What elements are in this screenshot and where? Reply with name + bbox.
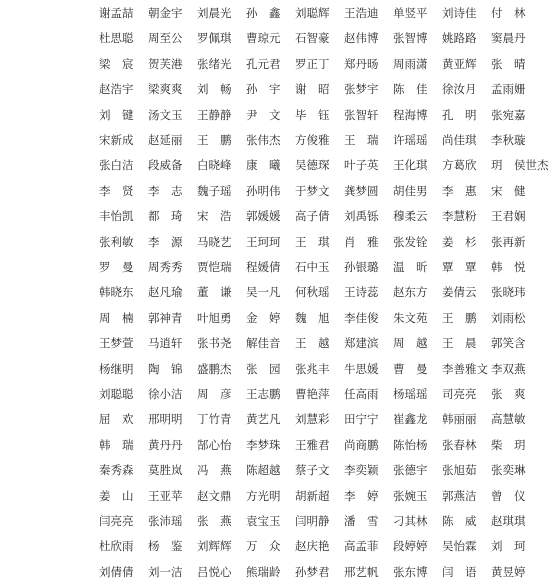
student-name: 黄昱婷 [491, 564, 526, 579]
student-name: 张利敏 [99, 234, 134, 249]
student-name: 孙 鑫 [246, 6, 281, 20]
student-name: 单竖平 [393, 6, 428, 20]
name-row [0, 559, 550, 585]
student-name: 吴德琛 [295, 158, 330, 173]
student-name: 刘一洁 [148, 564, 183, 579]
student-name: 柴 玥 [491, 437, 526, 452]
student-name: 都 琦 [148, 209, 183, 224]
student-name: 曹艳萍 [295, 387, 330, 401]
student-name: 李 惠 [442, 183, 477, 198]
student-name: 韩 瑞 [99, 437, 134, 452]
student-name: 叶子英 [344, 158, 379, 173]
student-name: 康 曦 [246, 158, 281, 173]
student-name: 姜 山 [99, 488, 134, 503]
student-name: 金 婷 [246, 310, 281, 325]
student-name: 张 燕 [197, 514, 232, 528]
student-name: 孔元君 [246, 56, 281, 71]
name-row [0, 76, 550, 102]
student-name: 宋 浩 [197, 209, 232, 224]
student-name: 孙银璐 [344, 260, 379, 274]
student-name: 尚佳琪 [442, 133, 477, 147]
student-name: 郜心怡 [197, 437, 232, 452]
student-name: 李 志 [148, 183, 183, 198]
student-name: 魏 旭 [295, 310, 330, 325]
student-name: 赵文鼎 [197, 488, 232, 503]
student-name: 高慧敏 [491, 412, 526, 427]
student-name: 吕悦心 [197, 564, 232, 579]
student-name: 王梦萱 [99, 336, 134, 351]
student-name: 谢孟喆 [99, 6, 134, 20]
student-name: 李梦珠 [246, 437, 281, 452]
student-name: 方葛欣 [442, 158, 477, 173]
student-name: 李双燕 [491, 361, 526, 376]
student-name: 刘诗佳 [442, 6, 477, 20]
student-name: 方光明 [246, 488, 281, 503]
student-name: 刁其林 [393, 514, 428, 528]
student-name: 杨继明 [99, 361, 134, 376]
student-name: 王 鹏 [197, 133, 232, 147]
student-name: 刘倩倩 [99, 564, 134, 579]
student-name: 窦晨丹 [491, 31, 526, 46]
student-name: 周至公 [148, 31, 183, 46]
student-name: 张 晴 [491, 56, 526, 71]
name-row [0, 533, 550, 559]
student-name: 张兆丰 [295, 361, 330, 376]
name-row [0, 508, 550, 534]
student-name: 张发铨 [393, 234, 428, 249]
student-name: 王化琪 [393, 158, 428, 173]
student-name: 刘辉辉 [197, 539, 232, 554]
student-name: 周 彦 [197, 387, 232, 401]
student-name: 方俊雅 [295, 133, 330, 147]
student-name: 孙明伟 [246, 183, 281, 198]
student-name: 崔鑫龙 [393, 412, 428, 427]
student-name: 罗佩琪 [197, 31, 232, 46]
student-name: 姜 杉 [442, 234, 477, 249]
student-name: 潘 雪 [344, 514, 379, 528]
student-name: 王 鹏 [442, 310, 477, 325]
student-name: 张东博 [393, 564, 428, 579]
student-name: 郑丹旸 [344, 56, 379, 71]
student-name: 丁竹青 [197, 412, 232, 427]
student-name: 刘禹铄 [344, 209, 379, 224]
student-name: 李奕颖 [344, 463, 379, 478]
student-name: 张春林 [442, 437, 477, 452]
student-name: 张宛嘉 [491, 107, 526, 122]
student-name: 王 瑞 [344, 133, 379, 147]
student-name: 温 昕 [393, 260, 428, 274]
student-name: 王静静 [197, 107, 232, 122]
student-name: 任高雨 [344, 387, 379, 401]
student-name: 王志鹏 [246, 387, 281, 401]
student-name: 高孟菲 [344, 539, 379, 554]
name-row [0, 51, 550, 77]
student-name: 张奕琳 [491, 463, 526, 478]
student-name: 张梦宇 [344, 82, 379, 97]
student-name: 贾恺瑞 [197, 260, 232, 274]
student-name: 杨瑶瑶 [393, 387, 428, 401]
student-name: 赵延丽 [148, 133, 183, 147]
student-name: 张智博 [393, 31, 428, 46]
student-name: 肖 雅 [344, 234, 379, 249]
student-name: 覃 覃 [442, 260, 477, 274]
student-name: 闫 语 [442, 564, 477, 579]
student-name: 吴一凡 [246, 285, 281, 300]
student-name: 梁爽爽 [148, 82, 183, 97]
student-name: 董 谦 [197, 285, 232, 300]
student-name: 王 琪 [295, 234, 330, 249]
student-name: 梁 宸 [99, 56, 134, 71]
student-name: 徐汝月 [442, 82, 477, 97]
student-name: 谢 昭 [295, 82, 330, 97]
student-name: 李佳俊 [344, 310, 379, 325]
student-name: 周 越 [393, 336, 428, 351]
student-name: 孙 宇 [246, 82, 281, 97]
name-row [0, 102, 550, 128]
student-name: 邢明明 [148, 412, 183, 427]
name-row [0, 381, 550, 407]
student-name: 徐小洁 [148, 387, 183, 401]
student-name: 尚商鹏 [344, 437, 379, 452]
student-name: 于梦文 [295, 183, 330, 198]
student-name: 段威备 [148, 158, 183, 173]
student-name: 尹 文 [246, 107, 281, 122]
student-name: 张白洁 [99, 158, 134, 173]
student-name: 张 园 [246, 361, 281, 376]
student-name: 胡新超 [295, 488, 330, 503]
student-name: 杨 鉴 [148, 539, 183, 554]
student-name: 郭神青 [148, 310, 183, 325]
student-name: 朝金宇 [148, 6, 183, 20]
student-name: 曹琼元 [246, 31, 281, 46]
student-name: 万 众 [246, 539, 281, 554]
student-name: 穆柔云 [393, 209, 428, 224]
student-name: 司亮亮 [442, 387, 477, 401]
student-name: 张婉玉 [393, 488, 428, 503]
student-name: 秦秀森 [99, 463, 134, 478]
student-name: 李秋璇 [491, 133, 526, 147]
name-row [0, 152, 550, 178]
student-name: 屈 欢 [99, 412, 134, 427]
student-name: 杜思聪 [99, 31, 134, 46]
student-name: 郭媛媛 [246, 209, 281, 224]
student-name: 赵东方 [393, 285, 428, 300]
student-name: 张绪光 [197, 56, 232, 71]
student-name: 袁宝玉 [246, 514, 281, 528]
name-row [0, 178, 550, 204]
student-name: 丰怡凯 [99, 209, 134, 224]
student-name: 刘 珂 [491, 539, 526, 554]
student-name: 何秋瑶 [295, 285, 330, 300]
student-name: 刘 畅 [197, 82, 232, 97]
student-name: 胡佳男 [393, 183, 428, 198]
student-name: 张晓玮 [491, 285, 526, 300]
student-name: 李善雅文 [442, 361, 488, 376]
student-name: 段婷婷 [393, 539, 428, 554]
student-name: 玥 侯世杰 [491, 158, 549, 173]
name-row [0, 330, 550, 356]
student-name: 王珂珂 [246, 234, 281, 249]
student-name: 姜倩云 [442, 285, 477, 300]
student-name: 刘聪聪 [99, 387, 134, 401]
student-name: 韩 悦 [491, 260, 526, 274]
student-name: 张智轩 [344, 107, 379, 122]
student-name: 田宁宁 [344, 412, 379, 427]
student-name: 黄亚辉 [442, 56, 477, 71]
student-name: 陈超越 [246, 463, 281, 478]
name-row [0, 356, 550, 382]
student-name: 罗 曼 [99, 260, 134, 274]
student-name: 魏子瑶 [197, 183, 232, 198]
student-name: 杜欣雨 [99, 539, 134, 554]
student-name: 郑建滨 [344, 336, 379, 351]
student-name: 孟雨姗 [491, 82, 526, 97]
student-name: 陶 锦 [148, 361, 183, 376]
student-name: 张再新 [491, 234, 526, 249]
name-row [0, 432, 550, 458]
student-name: 郭燕洁 [442, 488, 477, 503]
student-name: 刘晨光 [197, 6, 232, 20]
student-name: 熊瑞龄 [246, 564, 281, 579]
student-name: 周雨潇 [393, 56, 428, 71]
student-name: 王 越 [295, 336, 330, 351]
student-name: 闫亮亮 [99, 514, 134, 528]
student-name: 蔡子文 [295, 463, 330, 478]
student-name: 吴怡霖 [442, 539, 477, 554]
student-name: 龚梦圆 [344, 183, 379, 198]
student-name: 马晓艺 [197, 234, 232, 249]
student-name: 张沛瑶 [148, 514, 183, 528]
student-name: 赵琪琪 [491, 514, 526, 528]
student-name: 程海博 [393, 107, 428, 122]
student-name: 冯 燕 [197, 463, 232, 478]
student-name: 张伟杰 [246, 133, 281, 147]
student-name: 陈怡杨 [393, 437, 428, 452]
student-name: 石中玉 [295, 260, 330, 274]
student-name: 王 晨 [442, 336, 477, 351]
student-name: 刘聪辉 [295, 6, 330, 20]
name-row [0, 203, 550, 229]
student-name: 李 源 [148, 234, 183, 249]
student-name: 刘慧彩 [295, 412, 330, 427]
name-row [0, 127, 550, 153]
student-name: 朱文苑 [393, 310, 428, 325]
student-name: 王诗蕊 [344, 285, 379, 300]
student-name: 张德宇 [393, 463, 428, 478]
student-name: 郭笑含 [491, 336, 526, 351]
student-name: 石智豪 [295, 31, 330, 46]
student-name: 李慧粉 [442, 209, 477, 224]
student-name: 刘雨松 [491, 310, 526, 325]
student-name: 周 楠 [99, 310, 134, 325]
student-name: 解佳音 [246, 336, 281, 351]
student-name: 张旭茹 [442, 463, 477, 478]
student-name: 赵浩宇 [99, 82, 134, 97]
student-name: 陈 威 [442, 514, 477, 528]
student-name: 曾 仪 [491, 488, 526, 503]
student-name: 赵伟博 [344, 31, 379, 46]
name-row [0, 457, 550, 483]
student-name: 宋新成 [99, 133, 134, 147]
student-name: 高子倩 [295, 209, 330, 224]
student-name: 张书尧 [197, 336, 232, 351]
student-name: 程媛倩 [246, 260, 281, 274]
student-name: 莫胜岚 [148, 463, 183, 478]
student-name: 赵庆艳 [295, 539, 330, 554]
name-row [0, 229, 550, 255]
student-name: 周秀秀 [148, 260, 183, 274]
student-name: 盛鹏杰 [197, 361, 232, 376]
student-name: 许瑶瑶 [393, 133, 428, 147]
student-name: 赵凡瑜 [148, 285, 183, 300]
student-name: 孔 明 [442, 107, 477, 122]
student-name: 马逍轩 [148, 336, 183, 351]
student-name: 王亚苹 [148, 488, 183, 503]
student-name: 王浩迪 [344, 6, 379, 20]
student-name: 韩晓东 [99, 285, 134, 300]
student-name: 孙梦君 [295, 564, 330, 579]
student-name: 黄艺凡 [246, 412, 281, 427]
student-name: 李 婷 [344, 488, 379, 503]
student-name: 陈 佳 [393, 82, 428, 97]
student-name: 王雅君 [295, 437, 330, 452]
student-name: 闫明静 [295, 514, 330, 528]
student-name: 姚路路 [442, 31, 477, 46]
name-row [0, 279, 550, 305]
name-row [0, 305, 550, 331]
student-name: 李 贤 [99, 183, 134, 198]
student-name: 罗正丁 [295, 56, 330, 71]
name-row [0, 254, 550, 280]
name-row [0, 25, 550, 51]
student-name: 黄丹丹 [148, 437, 183, 452]
student-name: 牛思媛 [344, 361, 379, 376]
student-name: 曹 曼 [393, 361, 428, 376]
student-name: 付 林 [491, 6, 526, 20]
student-name: 张 爽 [491, 387, 526, 401]
student-name: 韩丽丽 [442, 412, 477, 427]
student-name: 汤文玉 [148, 107, 183, 122]
student-name: 刘 键 [99, 107, 134, 122]
student-name: 贺芙港 [148, 56, 183, 71]
name-row [0, 483, 550, 509]
student-name: 毕 钰 [295, 107, 330, 122]
name-row [0, 406, 550, 432]
name-row [0, 0, 550, 26]
student-name: 宋 健 [491, 183, 526, 198]
student-name: 王君娴 [491, 209, 526, 224]
student-name: 叶旭勇 [197, 310, 232, 325]
student-name: 邢艺帆 [344, 564, 379, 579]
student-name: 白晓峰 [197, 158, 232, 173]
